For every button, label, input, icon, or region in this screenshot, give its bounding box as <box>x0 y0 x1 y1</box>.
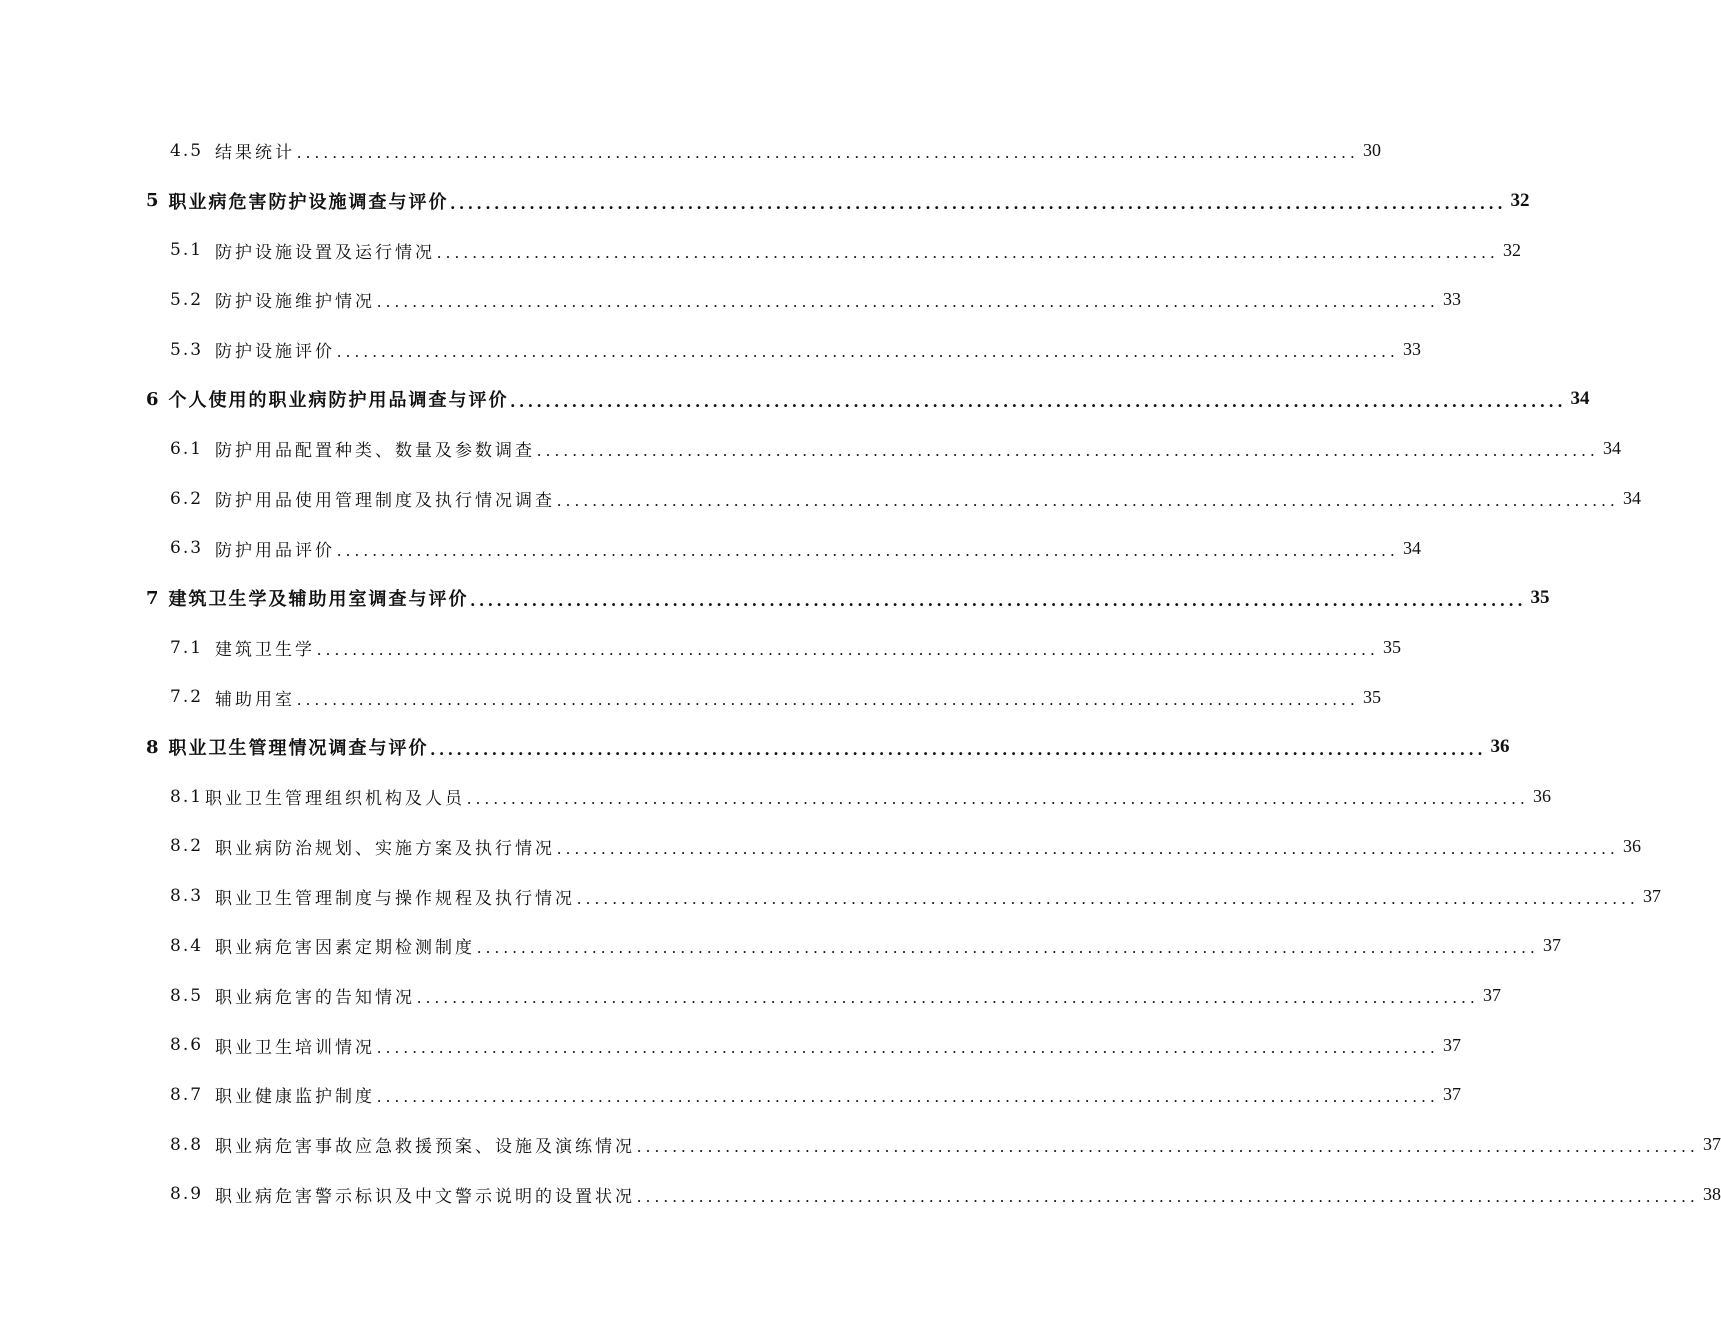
toc-entry-6[interactable] <box>0 374 1590 424</box>
toc-entry-5-2[interactable] <box>0 275 1462 325</box>
toc-dot-leader: ........................................................................................................................ <box>557 491 1620 511</box>
toc-entry-6-1[interactable] <box>0 424 1622 474</box>
toc-entry-page: 37 <box>1443 1084 1462 1105</box>
toc-entry-page: 35 <box>1530 587 1550 609</box>
toc-dot-leader: ........................................................................................................................ <box>450 192 1507 213</box>
toc-entry-page: 34 <box>1603 438 1622 459</box>
toc-entry-title: 职业病危害防护设施调查与评价 <box>168 191 449 213</box>
toc-entry-6-3[interactable] <box>0 524 1422 574</box>
toc-entry-number: 8.9 <box>170 1184 204 1205</box>
toc-dot-leader: ........................................................................................................................ <box>637 1137 1700 1157</box>
toc-dot-leader: ........................................................................................................................ <box>337 342 1400 362</box>
toc-entry-number: 8.1 <box>170 786 204 807</box>
toc-dot-leader: ........................................................................................................................ <box>477 938 1540 958</box>
toc-entry-number: 8.3 <box>170 886 204 907</box>
toc-entry-number: 7 <box>146 587 159 609</box>
toc-entry-number: 7.1 <box>170 637 204 658</box>
toc-entry-5-3[interactable] <box>0 325 1422 375</box>
toc-dot-leader: ........................................................................................................................ <box>467 789 1530 809</box>
toc-dot-leader: ........................................................................................................................ <box>437 242 1500 262</box>
toc-entry-page: 34 <box>1623 488 1642 509</box>
toc-entry-number: 5.3 <box>170 339 204 360</box>
toc-entry-title: 职业病危害警示标识及中文警示说明的设置状况 <box>215 1186 636 1207</box>
toc-entry-page: 34 <box>1403 537 1422 558</box>
toc-entry-7[interactable] <box>0 573 1550 623</box>
toc-entry-number: 8.7 <box>170 1084 204 1105</box>
toc-entry-page: 33 <box>1403 339 1422 360</box>
toc-entry-number: 6.3 <box>170 538 204 559</box>
toc-entry-8-3[interactable] <box>0 871 1662 921</box>
toc-entry-page: 32 <box>1503 239 1522 260</box>
toc-entry-number: 8.6 <box>170 1035 204 1056</box>
toc-entry-title: 建筑卫生学 <box>215 640 316 661</box>
toc-entry-page: 37 <box>1703 1134 1721 1155</box>
toc-entry-8-2[interactable] <box>0 822 1642 872</box>
toc-entry-title: 职业卫生管理情况调查与评价 <box>168 738 429 760</box>
toc-entry-number: 8.4 <box>170 935 204 956</box>
toc-entry-page: 35 <box>1363 686 1382 707</box>
toc-dot-leader: ........................................................................................................................ <box>337 540 1400 560</box>
toc-entry-number: 8.2 <box>170 836 204 857</box>
toc-dot-leader: ........................................................................................................................ <box>377 1087 1440 1107</box>
toc-entry-number: 4.5 <box>170 140 204 161</box>
toc-dot-leader: ........................................................................................................................ <box>537 441 1600 461</box>
toc-entry-title: 防护设施维护情况 <box>215 292 376 313</box>
toc-entry-page: 32 <box>1510 189 1530 211</box>
toc-entry-8-8[interactable] <box>0 1120 1721 1170</box>
toc-entry-title: 建筑卫生学及辅助用室调查与评价 <box>168 589 469 611</box>
toc-entry-title: 结果统计 <box>215 143 296 164</box>
toc-dot-leader: ........................................................................................................................ <box>297 143 1360 163</box>
toc-dot-leader: ........................................................................................................................ <box>430 739 1487 760</box>
toc-dot-leader: ........................................................................................................................ <box>377 292 1440 312</box>
toc-entry-page: 30 <box>1363 140 1382 161</box>
toc-entry-5[interactable] <box>0 176 1530 226</box>
toc-entry-title: 防护用品使用管理制度及执行情况调查 <box>215 491 556 512</box>
toc-entry-title: 职业卫生管理制度与操作规程及执行情况 <box>215 888 576 909</box>
toc-entry-number: 6.2 <box>170 488 204 509</box>
toc-entry-page: 35 <box>1383 637 1402 658</box>
toc-entry-number: 7.2 <box>170 687 204 708</box>
toc-entry-number: 5 <box>146 190 159 212</box>
toc-dot-leader: ........................................................................................................................ <box>577 888 1640 908</box>
toc-entry-8-7[interactable] <box>0 1070 1462 1120</box>
toc-entry-8-5[interactable] <box>0 971 1502 1021</box>
toc-entry-8-6[interactable] <box>0 1020 1462 1070</box>
toc-entry-7-2[interactable] <box>0 673 1382 723</box>
toc-entry-4-5[interactable] <box>0 126 1382 176</box>
toc-entry-page: 33 <box>1443 289 1462 310</box>
toc-entry-title: 职业健康监护制度 <box>215 1087 376 1108</box>
toc-entry-page: 34 <box>1570 388 1590 410</box>
toc-entry-title: 职业病危害因素定期检测制度 <box>215 938 476 959</box>
toc-entry-8-4[interactable] <box>0 921 1562 971</box>
toc-entry-title: 职业卫生管理组织机构及人员 <box>205 789 466 810</box>
toc-entry-title: 防护用品配置种类、数量及参数调查 <box>215 441 536 462</box>
toc-dot-leader: ........................................................................................................................ <box>510 391 1567 412</box>
toc-entry-8-9[interactable] <box>0 1169 1721 1219</box>
toc-entry-page: 38 <box>1703 1183 1721 1204</box>
toc-dot-leader: ........................................................................................................................ <box>637 1186 1700 1206</box>
toc-entry-8-1[interactable] <box>0 772 1552 822</box>
toc-entry-number: 5.1 <box>170 240 204 261</box>
toc-entry-number: 5.2 <box>170 289 204 310</box>
toc-entry-number: 6 <box>146 388 159 410</box>
toc-entry-page: 37 <box>1483 985 1502 1006</box>
toc-entry-title: 职业病危害事故应急救援预案、设施及演练情况 <box>215 1137 636 1158</box>
toc-entry-number: 8.5 <box>170 985 204 1006</box>
toc-entry-title: 防护用品评价 <box>215 540 336 561</box>
toc-entry-title: 辅助用室 <box>215 689 296 710</box>
toc-entry-page: 36 <box>1490 736 1510 758</box>
toc-entry-title: 职业病危害的告知情况 <box>215 988 416 1009</box>
toc-entry-page: 36 <box>1533 786 1552 807</box>
toc-dot-leader: ........................................................................................................................ <box>377 1037 1440 1057</box>
toc-dot-leader: ........................................................................................................................ <box>317 640 1380 660</box>
toc-entry-6-2[interactable] <box>0 474 1642 524</box>
toc-dot-leader: ........................................................................................................................ <box>557 838 1620 858</box>
toc-entry-page: 37 <box>1543 935 1562 956</box>
toc-entry-title: 职业病防治规划、实施方案及执行情况 <box>215 838 556 859</box>
toc-entry-page: 36 <box>1623 835 1642 856</box>
toc-dot-leader: ........................................................................................................................ <box>297 689 1360 709</box>
table-of-contents <box>0 126 1721 1219</box>
toc-entry-title: 个人使用的职业病防护用品调查与评价 <box>168 390 509 412</box>
toc-entry-7-1[interactable] <box>0 623 1402 673</box>
toc-entry-title: 防护设施设置及运行情况 <box>215 242 436 263</box>
toc-entry-number: 8.8 <box>170 1134 204 1155</box>
toc-entry-page: 37 <box>1443 1034 1462 1055</box>
toc-entry-5-1[interactable] <box>0 225 1522 275</box>
toc-entry-page: 37 <box>1643 885 1662 906</box>
toc-dot-leader: ........................................................................................................................ <box>470 590 1527 611</box>
toc-entry-title: 防护设施评价 <box>215 342 336 363</box>
toc-entry-number: 6.1 <box>170 438 204 459</box>
toc-entry-8[interactable] <box>0 722 1510 772</box>
toc-dot-leader: ........................................................................................................................ <box>417 988 1480 1008</box>
toc-entry-title: 职业卫生培训情况 <box>215 1037 376 1058</box>
toc-entry-number: 8 <box>146 736 159 758</box>
